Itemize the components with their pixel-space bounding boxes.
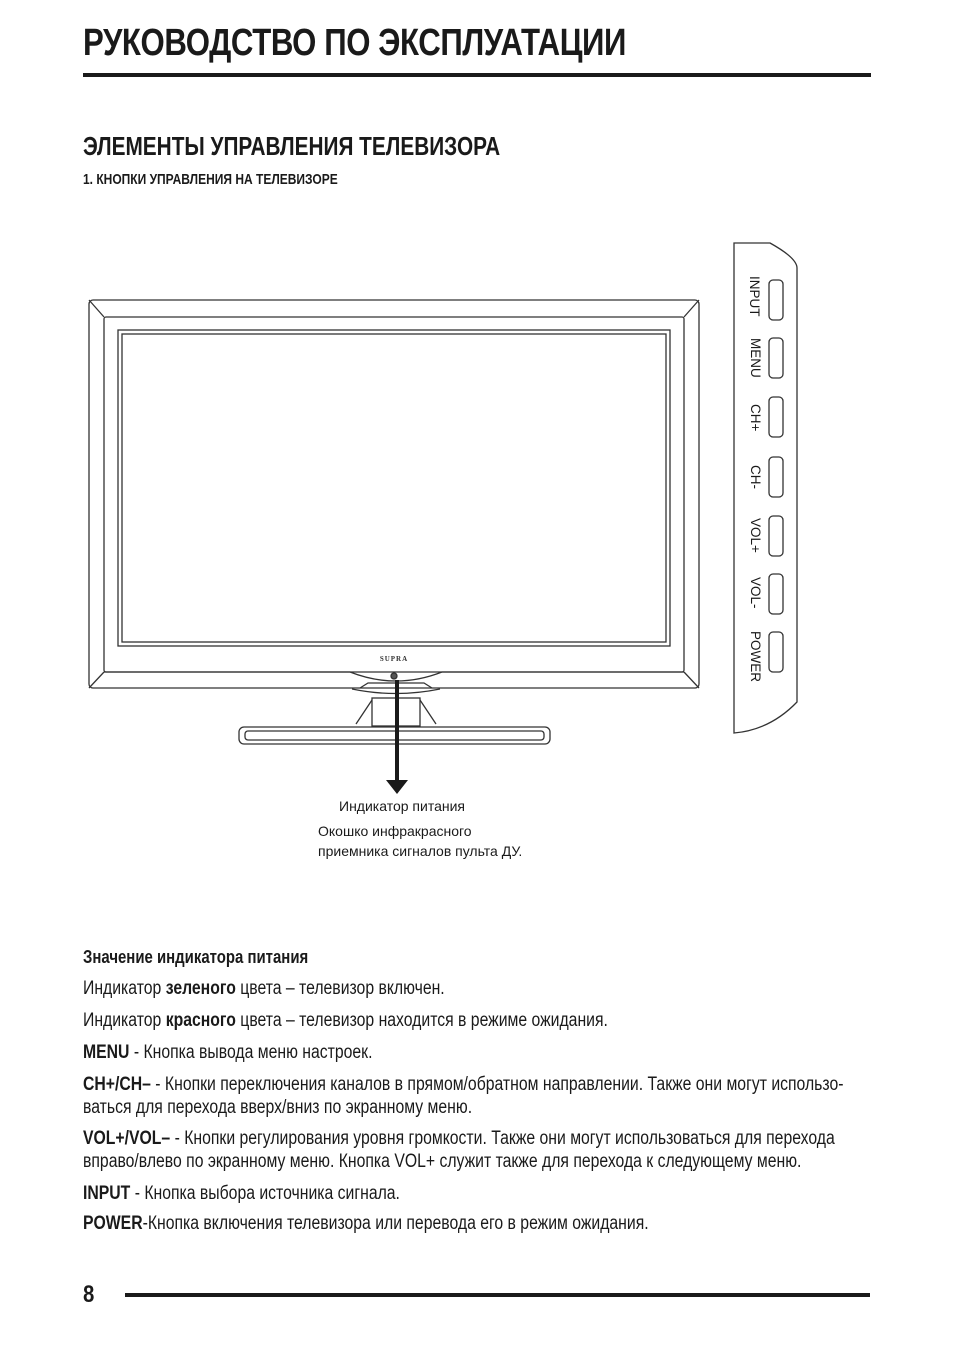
power-button [769,632,783,672]
tv-inner-frame [104,317,684,672]
tv-outer-frame [89,300,699,688]
input-button [769,280,783,320]
subsection-title: 1. КНОПКИ УПРАВЛЕНИЯ НА ТЕЛЕВИЗОРЕ [83,171,338,188]
section-title: ЭЛЕМЕНТЫ УПРАВЛЕНИЯ ТЕЛЕВИЗОРА [83,131,501,161]
side-button-label: CH+ [748,404,763,432]
tv-screen-inner [122,334,666,642]
callout-ir-window-line1: Окошко инфракрасного [318,823,472,839]
vol-description-line2: вправо/влево по экранному меню. Кнопка VOL+ служит также для перехода к следующему меню. [83,1151,802,1172]
menu-button [769,338,783,378]
ch-minus-button [769,457,783,497]
tv-front-illustration [89,300,699,744]
power-description: POWER-Кнопка включения телевизора или перевода его в режим ожидания. [83,1213,649,1234]
indicator-red-line: Индикатор красного цвета – телевизор находится в режиме ожидания. [83,1010,608,1031]
callout-ir-window-line2: приемника сигналов пульта ДУ. [318,843,523,859]
vol-description-line1: VOL+/VOL– - Кнопки регулирования уровня громкости. Также они могут использоваться для перехода [83,1128,835,1149]
ch-plus-button [769,397,783,437]
page-number: 8 [83,1281,95,1308]
brand-logo: SUPRA [379,655,409,663]
callout-power-indicator: Индикатор питания [339,798,465,814]
ch-description-line1: CH+/CH– - Кнопки переключения каналов в прямом/обратном направлении. Также они могут использо- [83,1074,844,1095]
side-button-label: MENU [748,338,763,378]
side-button-panel [734,243,797,733]
page-title: РУКОВОДСТВО ПО ЭКСПЛУАТАЦИИ [83,22,627,64]
ch-description-line2: ваться для перехода вверх/вниз по экранному меню. [83,1097,473,1118]
side-panel-outline [734,243,797,733]
side-button-label: VOL- [748,577,763,609]
side-button-label: CH- [748,465,763,489]
indicator-green-line: Индикатор зеленого цвета – телевизор включен. [83,978,445,999]
footer-rule [125,1293,870,1297]
tv-screen-outer [118,330,670,646]
input-description: INPUT - Кнопка выбора источника сигнала. [83,1183,400,1204]
side-button-labels [747,276,763,682]
vol-plus-button [769,516,783,556]
menu-description: MENU - Кнопка вывода меню настроек. [83,1042,373,1063]
side-button-label: POWER [748,631,763,683]
side-button-label: INPUT [747,276,762,317]
tv-stand-base [239,727,550,744]
side-button-label: VOL+ [748,518,763,553]
indicator-heading: Значение индикатора питания [83,947,309,967]
vol-minus-button [769,574,783,614]
power-indicator-led [391,673,397,679]
callout-arrow [386,680,408,794]
